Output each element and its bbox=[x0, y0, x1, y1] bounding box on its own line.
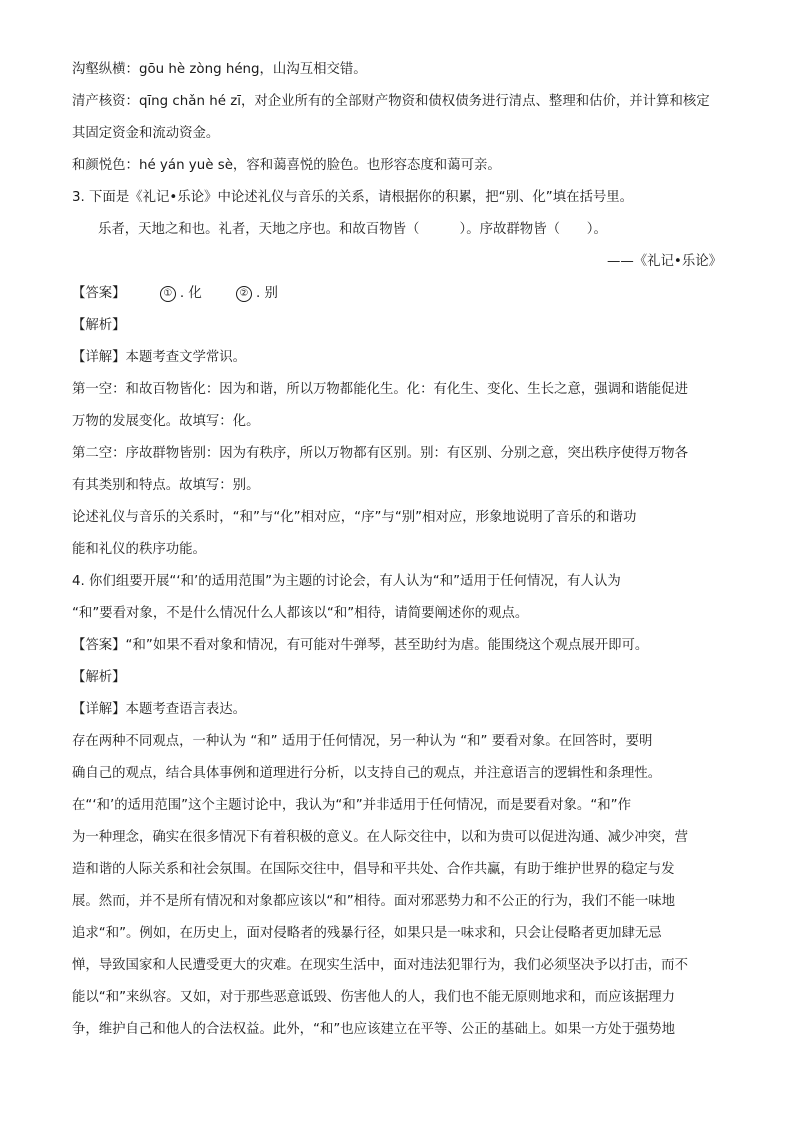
detail-line: 第一空：和故百物皆化：因为和谐，所以万物都能化生。化：有化生、变化、生长之意，强调和谐能促进 bbox=[72, 382, 688, 397]
definition-line: 清产核资：qīng chǎn hé zī，对企业所有的全部财产物资和债权债务进行清点、整理和估价，并计算和核定 bbox=[72, 94, 710, 109]
body-line: 能以“和”来纵容。又如，对于那些恶意诋毁、伤害他人的人，我们也不能无原则地求和，而应该据理力 bbox=[72, 990, 676, 1005]
body-line: 确自己的观点，结合具体事例和道理进行分析，以支持自己的观点，并注意语言的逻辑性和条理性。 bbox=[72, 766, 662, 781]
detail-line: 第二空：序故群物皆别：因为有秩序，所以万物都有区别。别：有区别、分别之意，突出秩序使得万物各 bbox=[72, 446, 688, 461]
detail-line: 【详解】本题考查文学常识。 bbox=[72, 350, 247, 365]
question-4: “和”要看对象，不是什么情况什么人都该以“和”相待，请简要阐述你的观点。 bbox=[72, 606, 529, 621]
body-line: 追求“和”。例如，在历史上，面对侵略者的残暴行径，如果只是一味求和，只会让侵略者更加肆无忌 bbox=[72, 926, 662, 941]
circled-number-1: ① bbox=[160, 286, 176, 302]
detail-line: 论述礼仪与音乐的关系时，“和”与“化”相对应，“序”与“别”相对应，形象地说明了音乐的和谐功 bbox=[72, 510, 637, 525]
analysis-tag: 【解析】 bbox=[72, 670, 126, 685]
definition-line: 其固定资金和流动资金。 bbox=[72, 126, 220, 141]
answer-line-4: 【答案】“和”如果不看对象和情况，有可能对牛弹琴，甚至助纣为虐。能围绕这个观点展开即可。 bbox=[72, 638, 649, 653]
question-3: 3. 下面是《礼记•乐论》中论述礼仪与音乐的关系，请根据你的积累，把“别、化”填在括号里。 bbox=[72, 190, 634, 205]
definition-line: 沟壑纵横：gōu hè zòng héng，山沟互相交错。 bbox=[72, 62, 367, 77]
quote-source: ——《礼记•乐论》 bbox=[606, 254, 722, 269]
body-line: 为一种理念，确实在很多情况下有着积极的意义。在人际交往中，以和为贵可以促进沟通、减少冲突，营 bbox=[72, 830, 688, 845]
analysis-tag: 【解析】 bbox=[72, 318, 126, 333]
answer-option-2: ② . 别 bbox=[236, 284, 278, 304]
answer-option-1: ① . 化 bbox=[160, 284, 202, 304]
detail-line: 万物的发展变化。故填写：化。 bbox=[72, 414, 260, 429]
quote-text: 乐者，天地之和也。礼者，天地之序也。和故百物皆（ ）。序故群物皆（ ）。 bbox=[98, 222, 607, 237]
answer-tag: 【答案】 bbox=[72, 286, 126, 301]
body-line: 造和谐的人际关系和社会氛围。在国际交往中，倡导和平共处、合作共赢，有助于维护世界的稳定与发 bbox=[72, 862, 675, 877]
question-4: 4. 你们组要开展“‘和’的适用范围”为主题的讨论会，有人认为“和”适用于任何情况，有人认为 bbox=[72, 574, 621, 589]
body-line: 惮，导致国家和人民遭受更大的灾难。在现实生活中，面对违法犯罪行为，我们必须坚决予以打击，而不 bbox=[72, 958, 688, 973]
detail-line: 能和礼仪的秩序功能。 bbox=[72, 542, 206, 557]
body-line: 争，维护自己和他人的合法权益。此外，“和”也应该建立在平等、公正的基础上。如果一方处于强势地 bbox=[72, 1022, 676, 1037]
body-line: 在“‘和’的适用范围”这个主题讨论中，我认为“和”并非适用于任何情况，而是要看对象。“和”作 bbox=[72, 798, 631, 813]
body-line: 存在两种不同观点，一种认为 “和” 适用于任何情况，另一种认为 “和” 要看对象。在回答时，要明 bbox=[72, 734, 653, 749]
definition-line: 和颜悦色：hé yán yuè sè，容和蔼喜悦的脸色。也形容态度和蔼可亲。 bbox=[72, 158, 501, 173]
detail-line: 有其类别和特点。故填写：别。 bbox=[72, 478, 260, 493]
detail-line: 【详解】本题考查语言表达。 bbox=[72, 702, 247, 717]
body-line: 展。然而，并不是所有情况和对象都应该以“和”相待。面对邪恶势力和不公正的行为，我们不能一味地 bbox=[72, 894, 676, 909]
answer-line-3 bbox=[72, 284, 278, 304]
circled-number-2: ② bbox=[236, 286, 252, 302]
